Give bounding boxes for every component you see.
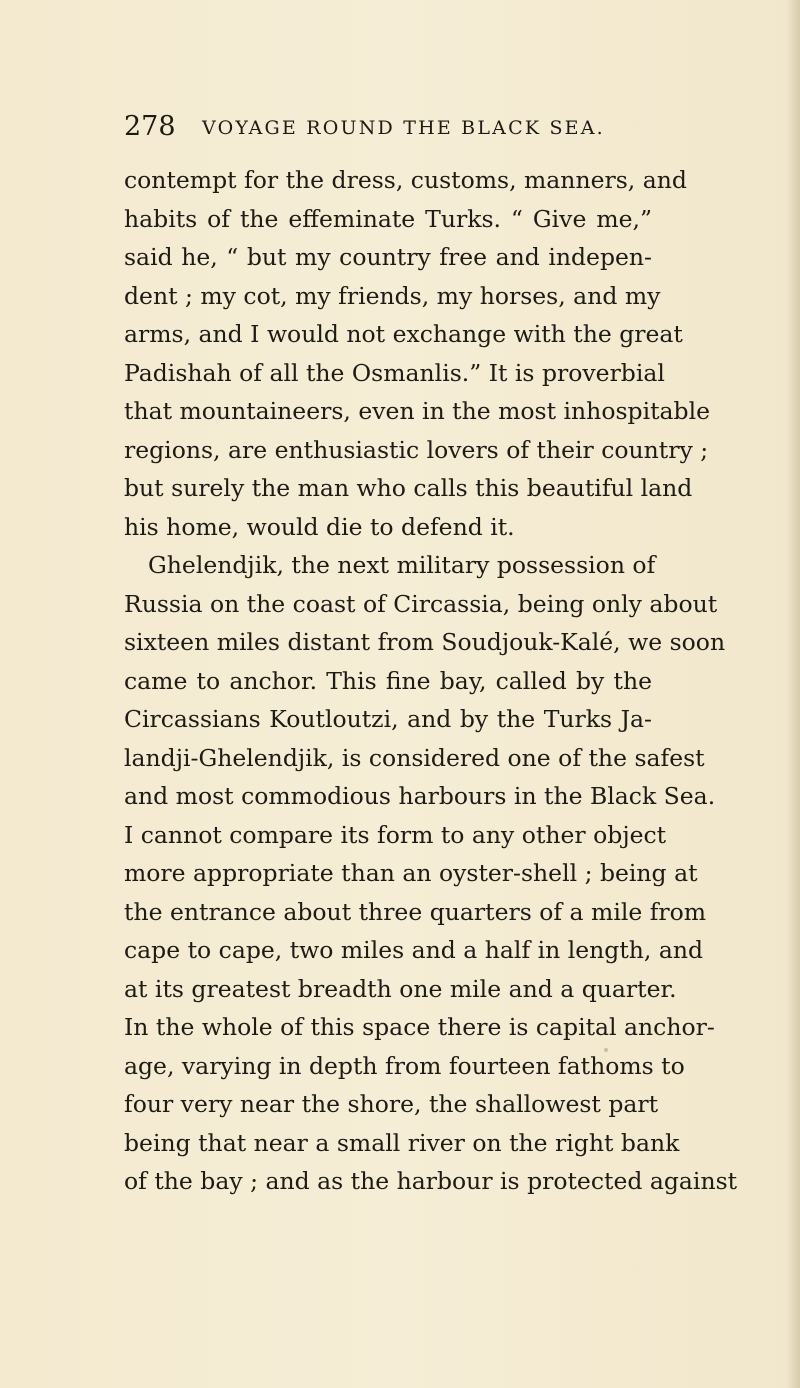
text-line: more appropriate than an oyster-shell ; being at <box>124 859 698 887</box>
text-line: of the bay ; and as the harbour is protected against <box>124 1167 738 1195</box>
text-line: regions, are enthusiastic lovers of their country ; <box>124 435 709 464</box>
page-edge-shadow <box>786 0 800 1388</box>
text-line: that mountaineers, even in the most inhospitable <box>124 397 711 425</box>
text-line: contempt for the dress, customs, manners, and <box>124 166 687 194</box>
text-line: cape to cape, two miles and a half in length, and <box>124 936 704 964</box>
text-line: came to anchor. This fine bay, called by the <box>124 666 652 695</box>
text-line: four very near the shore, the shallowest part <box>124 1090 659 1118</box>
text-line: dent ; my cot, my friends, my horses, and my <box>124 281 661 310</box>
text-line: arms, and I would not exchange with the great <box>124 320 683 348</box>
paragraph-end-line: his home, would die to defend it. <box>124 512 515 541</box>
text-line: said he, “ but my country free and indepen- <box>124 243 652 271</box>
text-line: at its greatest breadth one mile and a quarter. <box>124 974 677 1003</box>
text-line: but surely the man who calls this beautiful land <box>124 474 693 502</box>
running-head <box>124 111 644 151</box>
text-line: landji-Ghelendjik, is considered one of the safest <box>124 743 705 772</box>
text-line: being that near a small river on the right bank <box>124 1128 680 1157</box>
text-line: Russia on the coast of Circassia, being only about <box>124 589 718 618</box>
text-line: In the whole of this space there is capital anchor- <box>124 1013 715 1041</box>
paragraph-start-line: Ghelendjik, the next military possession of <box>148 551 656 579</box>
text-line: age, varying in depth from fourteen fathoms to <box>124 1051 685 1080</box>
body-text <box>124 161 738 1201</box>
text-line: Padishah of all the Osmanlis.” It is proverbial <box>124 358 665 387</box>
text-line: and most commodious harbours in the Black Sea. <box>124 782 716 810</box>
page-number: 278 <box>124 111 176 142</box>
text-line: Circassians Koutloutzi, and by the Turks Ja- <box>124 705 652 733</box>
text-line: habits of the effeminate Turks. “ Give me,” <box>124 204 652 233</box>
running-title: VOYAGE ROUND THE BLACK SEA. <box>202 117 605 139</box>
text-line: sixteen miles distant from Soudjouk-Kalé, we soon <box>124 628 726 656</box>
text-line: the entrance about three quarters of a mile from <box>124 897 707 926</box>
text-line: I cannot compare its form to any other object <box>124 820 667 849</box>
paper-speck <box>604 1048 608 1052</box>
